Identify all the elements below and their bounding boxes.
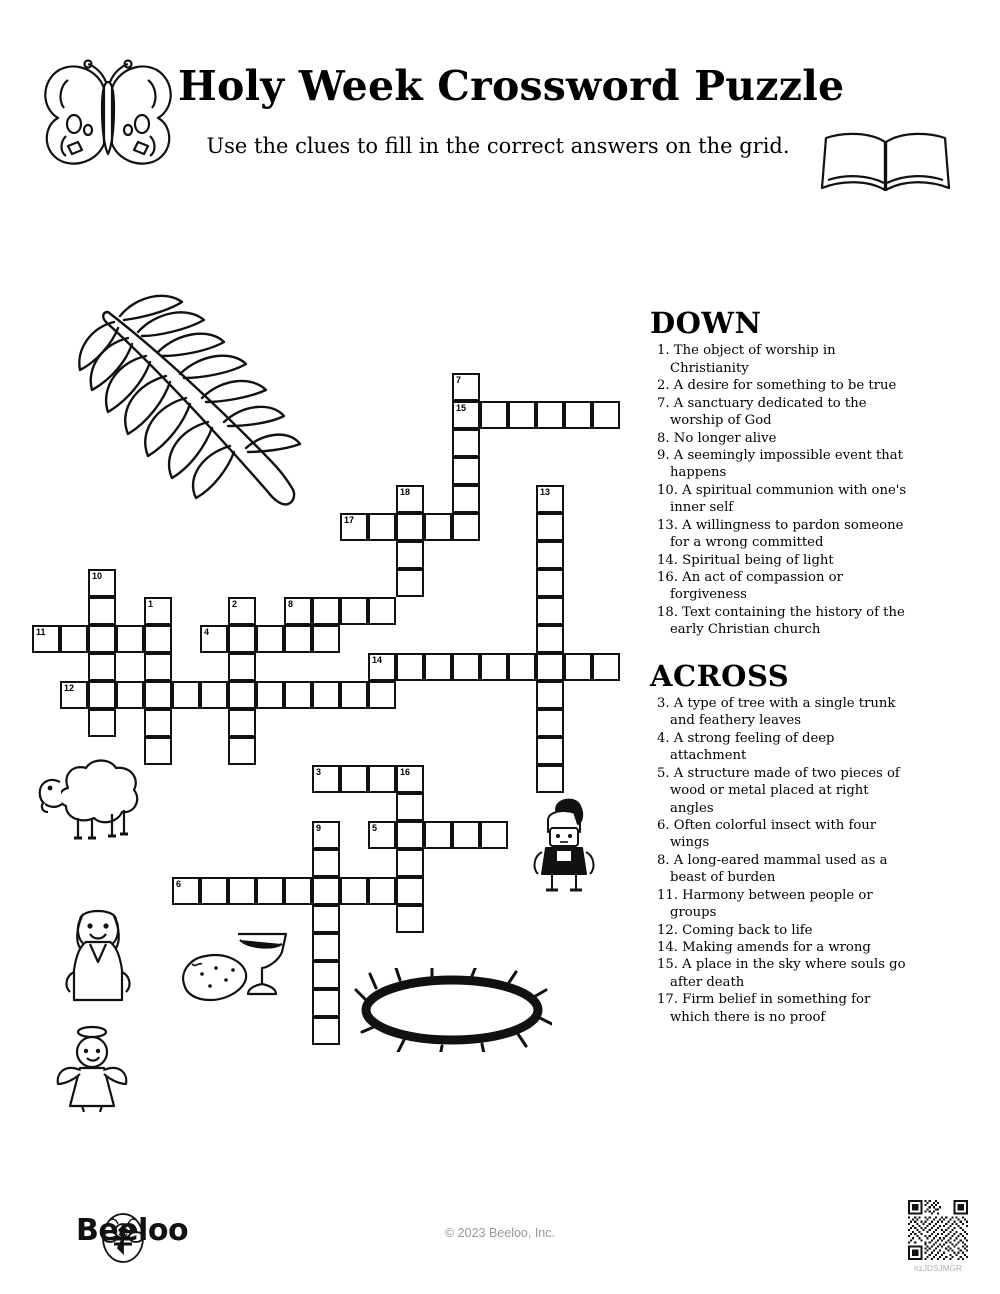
grid-cell-number: 6 [176, 879, 182, 889]
grid-cell[interactable] [452, 429, 480, 457]
page-footer [0, 1195, 1000, 1294]
grid-cell[interactable] [452, 513, 480, 541]
down-clue-list [650, 342, 908, 638]
grid-cell[interactable] [536, 401, 564, 429]
clue-number: 9. [657, 447, 670, 463]
grid-cell[interactable] [396, 849, 424, 877]
grid-cell-number: 8 [288, 599, 294, 609]
grid-cell[interactable] [536, 737, 564, 765]
grid-cell[interactable] [88, 681, 116, 709]
clue-text: Text containing the history of the early Christian church [670, 604, 905, 638]
grid-cell[interactable] [284, 877, 312, 905]
grid-cell[interactable] [116, 681, 144, 709]
grid-cell-number: 13 [540, 487, 551, 497]
clue-number: 14. [657, 552, 678, 568]
grid-cell[interactable] [424, 513, 452, 541]
grid-cell[interactable] [228, 681, 256, 709]
clue-text: Coming back to life [677, 922, 813, 938]
clue-down-2 [650, 377, 908, 394]
grid-cell-start-8[interactable] [284, 597, 312, 625]
grid-cell-number: 14 [372, 655, 383, 665]
grid-cell[interactable] [508, 653, 536, 681]
grid-cell[interactable] [228, 709, 256, 737]
clue-text: Firm belief in something for which there is no proof [670, 992, 871, 1025]
grid-cell[interactable] [228, 877, 256, 905]
grid-cell[interactable] [424, 653, 452, 681]
grid-cell[interactable] [312, 905, 340, 933]
grid-cell-number: 15 [456, 403, 467, 413]
clue-down-1 [650, 342, 908, 377]
grid-cell[interactable] [536, 513, 564, 541]
page-subtitle: Use the clues to fill in the correct answers on the grid. [206, 134, 790, 158]
across-clue-list [650, 695, 908, 1026]
clue-down-8 [650, 430, 908, 447]
grid-cell-number: 9 [316, 823, 322, 833]
clue-text: Making amends for a wrong [677, 939, 871, 955]
grid-cell[interactable] [116, 625, 144, 653]
grid-cell[interactable] [228, 737, 256, 765]
grid-cell-start-11[interactable] [32, 625, 60, 653]
clue-across-3 [650, 695, 908, 730]
clues-panel [650, 308, 908, 1026]
clue-number: 18. [657, 604, 678, 620]
clue-text: A desire for something to be true [669, 378, 897, 394]
grid-cell-start-9[interactable] [312, 821, 340, 849]
clue-text: A type of tree with a single trunk and feathery leaves [669, 696, 896, 729]
grid-cell-number: 3 [316, 767, 322, 777]
grid-cell[interactable] [340, 877, 368, 905]
grid-cell-start-17[interactable] [340, 513, 368, 541]
clue-across-5 [650, 765, 908, 817]
grid-cell-number: 5 [372, 823, 378, 833]
clue-number: 14. [657, 939, 678, 955]
grid-cell[interactable] [256, 625, 284, 653]
grid-cell[interactable] [312, 849, 340, 877]
grid-cell[interactable] [564, 401, 592, 429]
page-title: Holy Week Crossword Puzzle [178, 62, 845, 110]
grid-cell[interactable] [256, 681, 284, 709]
grid-cell[interactable] [284, 681, 312, 709]
clue-across-11 [650, 887, 908, 922]
grid-cell[interactable] [228, 625, 256, 653]
grid-cell-start-7[interactable] [452, 373, 480, 401]
clue-text: The object of worship in Christianity [669, 343, 836, 376]
qr-caption: nzJDSJMGR [913, 1264, 963, 1273]
grid-cell[interactable] [340, 681, 368, 709]
beeloo-wordmark: Beeloo [76, 1213, 189, 1248]
clue-text: A long-eared mammal used as a beast of burden [669, 852, 888, 886]
grid-cell[interactable] [396, 905, 424, 933]
clue-text: A sanctuary dedicated to the worship of God [669, 395, 867, 429]
clue-number: 8. [657, 852, 670, 868]
grid-cell[interactable] [480, 401, 508, 429]
clue-number: 11. [657, 887, 678, 903]
grid-cell[interactable] [536, 541, 564, 569]
grid-cell-start-13[interactable] [536, 485, 564, 513]
clue-text: A structure made of two pieces of wood or metal placed at right angles [669, 765, 900, 816]
clue-number: 17. [657, 992, 678, 1008]
grid-cell-number: 18 [400, 487, 411, 497]
grid-cell[interactable] [88, 625, 116, 653]
clue-across-4 [650, 730, 908, 765]
clue-number: 10. [657, 482, 678, 498]
clue-text: Harmony between people or groups [670, 887, 873, 921]
clue-down-18 [650, 604, 908, 639]
grid-cell-start-18[interactable] [396, 485, 424, 513]
grid-cell[interactable] [312, 989, 340, 1017]
grid-cell[interactable] [536, 597, 564, 625]
clue-text: Often colorful insect with four wings [669, 818, 877, 851]
grid-cell[interactable] [480, 821, 508, 849]
down-heading: DOWN [650, 306, 762, 340]
grid-cell-start-16[interactable] [396, 765, 424, 793]
clue-text: No longer alive [669, 430, 777, 446]
grid-cell[interactable] [312, 961, 340, 989]
clue-text: A place in the sky where souls go after death [670, 957, 906, 990]
open-book-icon [818, 130, 953, 200]
grid-cell-number: 10 [92, 571, 103, 581]
clue-text: A willingness to pardon someone for a wrong committed [670, 517, 904, 551]
grid-cell[interactable] [368, 597, 396, 625]
grid-cell-start-15[interactable] [452, 401, 480, 429]
clue-across-8 [650, 852, 908, 887]
grid-cell[interactable] [592, 401, 620, 429]
grid-cell[interactable] [312, 1017, 340, 1045]
clue-number: 13. [657, 517, 678, 533]
grid-cell[interactable] [564, 653, 592, 681]
grid-cell-start-4[interactable] [200, 625, 228, 653]
grid-cell[interactable] [368, 513, 396, 541]
grid-cell-start-2[interactable] [228, 597, 256, 625]
grid-cell[interactable] [200, 877, 228, 905]
grid-cell[interactable] [312, 625, 340, 653]
clue-across-15 [650, 956, 908, 991]
grid-cell[interactable] [396, 877, 424, 905]
grid-cell[interactable] [284, 625, 312, 653]
clue-text: A strong feeling of deep attachment [669, 730, 835, 764]
grid-cell[interactable] [340, 597, 368, 625]
grid-cell[interactable] [144, 681, 172, 709]
grid-cell[interactable] [480, 653, 508, 681]
clue-text: A seemingly impossible event that happens [669, 447, 903, 481]
clue-across-12 [650, 922, 908, 939]
grid-cell[interactable] [88, 653, 116, 681]
grid-cell[interactable] [396, 653, 424, 681]
grid-cell[interactable] [452, 653, 480, 681]
clue-down-14 [650, 552, 908, 569]
grid-cell-number: 4 [204, 627, 210, 637]
grid-cell-start-6[interactable] [172, 877, 200, 905]
clue-number: 3. [657, 696, 670, 712]
clue-number: 16. [657, 569, 678, 585]
clue-number: 7. [657, 395, 670, 411]
grid-cell[interactable] [396, 513, 424, 541]
grid-cell[interactable] [452, 457, 480, 485]
clue-text: A spiritual communion with one's inner self [670, 482, 907, 516]
grid-cell[interactable] [424, 821, 452, 849]
clue-across-14 [650, 939, 908, 956]
grid-cell[interactable] [536, 569, 564, 597]
grid-cell[interactable] [368, 877, 396, 905]
grid-cell[interactable] [340, 765, 368, 793]
grid-cell-start-12[interactable] [60, 681, 88, 709]
grid-cell[interactable] [60, 625, 88, 653]
clue-number: 15. [657, 957, 678, 973]
grid-cell[interactable] [452, 485, 480, 513]
grid-cell[interactable] [88, 597, 116, 625]
clue-down-7 [650, 395, 908, 430]
grid-cell-start-3[interactable] [312, 765, 340, 793]
grid-cell[interactable] [396, 541, 424, 569]
across-heading: ACROSS [650, 658, 790, 693]
grid-cell[interactable] [312, 681, 340, 709]
grid-cell[interactable] [368, 765, 396, 793]
grid-cell[interactable] [228, 653, 256, 681]
grid-cell-number: 12 [64, 683, 75, 693]
grid-cell[interactable] [592, 653, 620, 681]
clue-down-13 [650, 517, 908, 552]
grid-cell[interactable] [452, 821, 480, 849]
grid-cell[interactable] [312, 877, 340, 905]
clue-number: 12. [657, 922, 678, 938]
grid-cell[interactable] [88, 709, 116, 737]
grid-cell-number: 11 [36, 627, 46, 637]
grid-cell[interactable] [368, 681, 396, 709]
clue-number: 5. [657, 765, 670, 781]
clue-down-16 [650, 569, 908, 604]
grid-cell-start-14[interactable] [368, 653, 396, 681]
grid-cell[interactable] [144, 653, 172, 681]
grid-cell[interactable] [200, 681, 228, 709]
grid-cell-number: 2 [232, 599, 238, 609]
copyright-text: © 2023 Beeloo, Inc. [445, 1226, 555, 1240]
grid-cell[interactable] [396, 821, 424, 849]
clue-down-9 [650, 447, 908, 482]
clue-number: 6. [657, 818, 670, 833]
clue-across-6 [650, 817, 908, 852]
clue-number: 2. [657, 378, 670, 394]
clue-number: 1. [657, 343, 670, 359]
clue-number: 4. [657, 730, 670, 746]
grid-cell[interactable] [312, 933, 340, 961]
grid-cell-number: 7 [456, 375, 462, 385]
grid-cell[interactable] [536, 681, 564, 709]
grid-cell[interactable] [536, 709, 564, 737]
clue-down-10 [650, 482, 908, 517]
grid-cell[interactable] [396, 793, 424, 821]
clue-across-17 [650, 991, 908, 1026]
grid-cell[interactable] [536, 653, 564, 681]
grid-cell[interactable] [508, 401, 536, 429]
grid-cell-number: 1 [148, 599, 154, 609]
grid-cell[interactable] [536, 765, 564, 793]
qr-code [908, 1200, 968, 1260]
grid-cell[interactable] [172, 681, 200, 709]
grid-cell[interactable] [144, 625, 172, 653]
clue-text: Spiritual being of light [677, 552, 834, 568]
grid-cell[interactable] [144, 737, 172, 765]
grid-cell-start-5[interactable] [368, 821, 396, 849]
grid-cell-start-1[interactable] [144, 597, 172, 625]
grid-cell[interactable] [312, 597, 340, 625]
grid-cell-start-10[interactable] [88, 569, 116, 597]
grid-cell-number: 16 [400, 767, 411, 777]
grid-cell[interactable] [396, 569, 424, 597]
grid-cell[interactable] [536, 625, 564, 653]
grid-cell-number: 17 [344, 515, 355, 525]
clue-text: An act of compassion or forgiveness [670, 569, 843, 603]
grid-cell[interactable] [144, 709, 172, 737]
clue-number: 8. [657, 430, 670, 446]
grid-cell[interactable] [256, 877, 284, 905]
